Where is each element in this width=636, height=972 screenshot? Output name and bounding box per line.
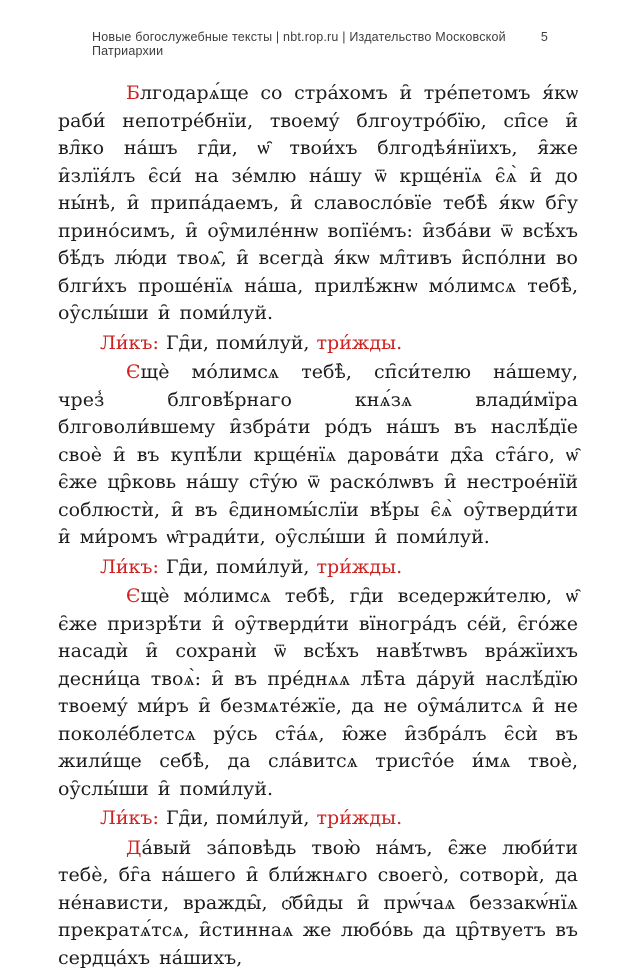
refrain-response-text: Гд̑и, поми́луй,	[166, 332, 310, 354]
drop-cap-initial: Є	[126, 585, 141, 607]
drop-cap-initial: Б	[126, 82, 140, 104]
refrain-rubric: три́жды.	[317, 556, 403, 578]
refrain-speaker-label: Ли́къ:	[100, 332, 159, 354]
drop-cap-initial: Є	[126, 361, 141, 383]
prayer-paragraph	[58, 583, 578, 803]
refrain-rubric: три́жды.	[317, 807, 403, 829]
refrain-speaker-label: Ли́къ:	[100, 556, 159, 578]
refrain-response-text: Гд̑и, поми́луй,	[166, 556, 310, 578]
paragraph-text: щѐ мо́лимсѧ тебѣ̀, сп̑си́телю на́шему, чрез̾ блговѣ́рнаго кнѧ́зѧ влади́мїра блговоли́вшему и̑збра́ти ро́дъ на́шъ въ наслѣ́дїе своѐ и̑ въ купѣ́ли крще́нїѧ дарова́ти дх̑а ст̑а́го, ѡ̑ є̑же цр̑ковь на́шу ст̑у́ю ѿ раско́лѡвъ и̑ нестрое́нїй соблюстѝ, и̑ въ є̑диномы́слїи вѣ́ры є̑ѧ̀ оу̑тверди́ти и̑ ми́ромъ ѡ̑гради́ти, оу̑слы́ши и̑ поми́луй.	[58, 361, 578, 548]
choir-refrain	[100, 554, 578, 582]
page-header	[0, 0, 636, 58]
prayer-paragraph	[58, 835, 578, 972]
paragraph-text: а́вый за́повѣдь твою̀ на́мъ, є̑же люби́ти тебѐ, бг̑а на́шего и̑ бли́жнѧго своего̀, сотворѝ, да не́нависти, вражды̑, ѻ̑би̑ды и̑ прѡ́чаѧ беззакѡ́нїѧ прекратѧ́тсѧ, и̑стиннаѧ же любо́вь да цр̑твуетъ въ сердца́хъ на́шихъ,	[58, 837, 578, 969]
refrain-rubric: три́жды.	[317, 332, 403, 354]
prayer-paragraph	[58, 80, 578, 328]
header-meta: Новые богослужебные тексты | nbt.rop.ru | Издательство Московской Патриархии	[92, 30, 541, 58]
refrain-speaker-label: Ли́къ:	[100, 807, 159, 829]
prayer-paragraph	[58, 359, 578, 552]
choir-refrain	[100, 805, 578, 833]
refrain-response-text: Гд̑и, поми́луй,	[166, 807, 310, 829]
liturgical-text-body	[58, 80, 578, 972]
paragraph-text: лгодарѧ́ще со стра́хомъ и̑ тре́петомъ я́кѡ раби́ непотре́бнїи, твоему́ блгоутро́бїю, сп̑се и̑ вл̑ко на́шъ гд̑и, ѡ̑ твои́хъ блгодѣя́нїихъ, я̑же и̑злїя́лъ є̑си́ на зе́млю на́шу ѿ крще́нїѧ є̑ѧ̀ и̑ до ны́нѣ, и̑ припа́даемъ, и̑ славосло́вїе тебѣ̀ я́кѡ бг̑у прино́симъ, и̑ оу̑миле́ннѡ вопїе́мъ: и̑зба́ви ѿ всѣ́хъ бѣ́дъ лю́ди твоѧ̑, и̑ всегда̀ я́кѡ мл̑тивъ и̑спо́лни во блги́хъ проше́нїѧ на́ша, прилѣ́жнѡ мо́лимсѧ тебѣ̀, оу̑слы́ши и̑ поми́луй.	[58, 82, 578, 324]
drop-cap-initial: Д	[126, 837, 141, 859]
choir-refrain	[100, 330, 578, 358]
paragraph-text: щѐ мо́лимсѧ тебѣ̀, гд̑и вседержи́телю, ѡ̑ є̑же призрѣ́ти и̑ оу̑тверди́ти вїногра́дъ се́й, є̑го́же насадѝ и̑ сохранѝ ѿ всѣ́хъ навѣ́тѡвъ вра́жїихъ десни́ца твоѧ̀: и̑ въ пре́днѧѧ лѣ̑та да́руй наслѣ́дїю твоему́ ми́ръ и̑ безмѧте́жїе, да не оу̑ма́литсѧ и̑ не поколе́блетсѧ ру́сь ст̑а́ѧ, ю̑же и̑збра́лъ є̑сѝ въ жили́ще себѣ̀, да сла́витсѧ трист̑о́е и́мѧ твоѐ, оу̑слы́ши и̑ поми́луй.	[58, 585, 578, 800]
page-number: 5	[541, 30, 548, 44]
